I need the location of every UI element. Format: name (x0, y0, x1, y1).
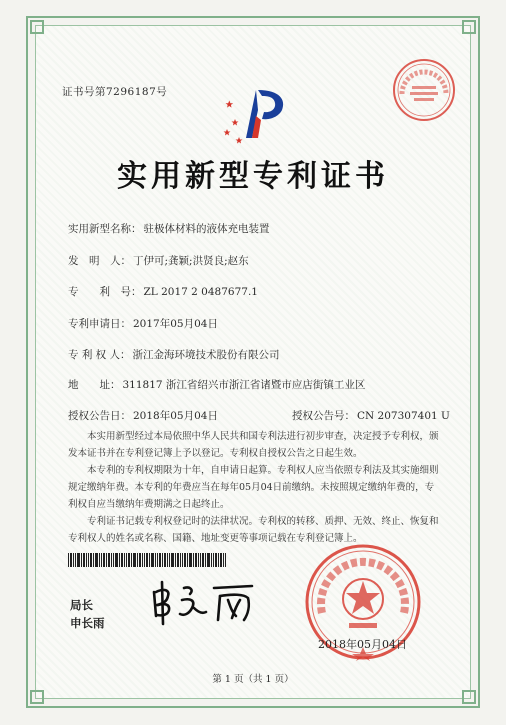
field-value: CN 207307401 U (357, 410, 450, 422)
field-label: 地 址： (68, 379, 121, 391)
field-value: 2017年05月04日 (133, 318, 218, 330)
field-address (68, 377, 365, 392)
paragraph-grant-decision: 本实用新型经过本局依照中华人民共和国专利法进行初步审查，决定授予专利权，颁发本证书并在专利登记簿上予以登记。专利权自授权公告之日起生效。 (68, 431, 439, 459)
seal-date: 2018年05月04日 (318, 638, 407, 651)
field-value: 浙江金海环境技术股份有限公司 (132, 349, 280, 361)
field-patent-number (68, 284, 258, 299)
field-label: 专利申请日： (68, 318, 131, 330)
field-value: 2018年05月04日 (133, 410, 218, 422)
corner-ornament (462, 20, 476, 34)
certificate-number: 证书号第7296187号 (62, 86, 168, 98)
field-label: 专 利 权 人： (68, 349, 131, 361)
cnipa-logo-icon (222, 86, 292, 144)
field-label: 授权公告号： (292, 410, 355, 422)
field-application-date (68, 316, 218, 331)
handwritten-signature (148, 578, 258, 626)
field-label: 发 明 人： (68, 255, 131, 267)
field-value: 311817 浙江省绍兴市浙江省诸暨市应店街镇工业区 (122, 379, 366, 391)
field-utility-model-name (68, 221, 270, 236)
barcode (68, 553, 228, 567)
field-grant-date (68, 408, 218, 423)
director-name: 申长雨 (70, 616, 105, 630)
corner-ornament (30, 20, 44, 34)
field-label: 授权公告日： (68, 410, 131, 422)
field-label: 实用新型名称： (68, 223, 142, 235)
field-grant-number (292, 408, 450, 423)
field-patent-holder (68, 347, 280, 362)
corner-ornament (30, 690, 44, 704)
director-title: 局长 (70, 598, 93, 612)
field-value: 驻极体材料的液体充电装置 (143, 223, 270, 235)
certificate-title: 实用新型专利证书 (117, 159, 389, 194)
field-value: 丁伊可;龚颖;洪贤良;赵东 (133, 255, 249, 267)
corner-ornament (462, 690, 476, 704)
paragraph-legal-status: 专利证书记载专利权登记时的法律状况。专利权的转移、质押、无效、终止、恢复和专利权人的姓名或名称、国籍、地址变更等事项记载在专利登记簿上。 (68, 516, 439, 544)
field-inventor (68, 253, 249, 268)
field-label: 专 利 号： (68, 286, 142, 298)
field-value: ZL 2017 2 0487677.1 (143, 286, 258, 298)
paragraph-term-and-fees: 本专利的专利权期限为十年，自申请日起算。专利权人应当依照专利法及其实施细则规定缴纳年费。本专利的年费应当在每年05月04日前缴纳。未按照规定缴纳年费的，专利权自应当缴纳年费期满之日起终止。 (68, 465, 439, 510)
agency-seal-icon (392, 58, 456, 122)
page-number: 第 1 页（共 1 页） (212, 674, 294, 685)
